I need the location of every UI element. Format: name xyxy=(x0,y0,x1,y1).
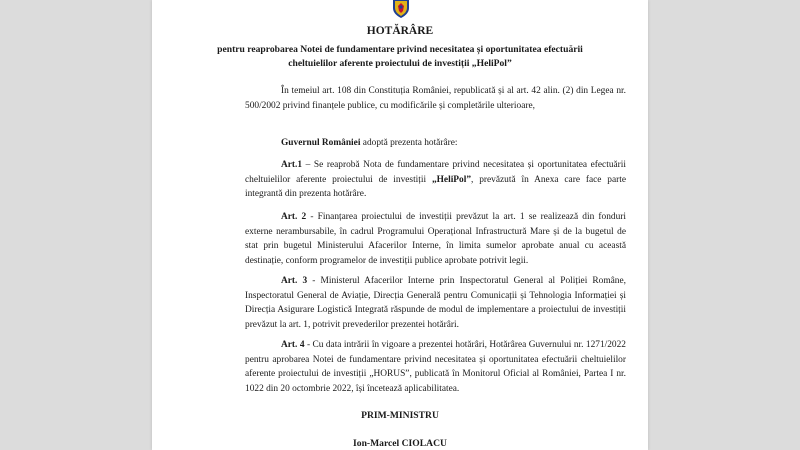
document-page xyxy=(152,0,648,450)
article-4-text: - Cu data intrării în vigoare a prezentei hotărâri, Hotărârea Guvernului nr. 1271/2022 pentru aprobarea Notei de fundamentare privind necesitatea și oportunitatea efectuării cheltuielilor aferente proiectului de investiții „HORUS”, publicată în Monitorul Oficial al României, Partea I nr. 1022 din 20 octombrie 2022, își încetează aplicabilitatea. xyxy=(245,340,626,394)
adoption-text: adoptă prezenta hotărâre: xyxy=(360,138,458,148)
subtitle-line-1: pentru reaprobarea Notei de fundamentare privind necesitatea și oportunitatea efectuării xyxy=(217,44,583,55)
article-1-text-after: , prevăzută în Anexa care face parte integrantă din prezenta hotărâre. xyxy=(245,174,627,200)
article-3 xyxy=(245,274,626,332)
adoption-paragraph xyxy=(245,136,626,151)
article-4 xyxy=(245,338,626,396)
signature-name: Ion-Marcel CIOLACU xyxy=(353,438,447,449)
coat-of-arms-icon xyxy=(391,0,411,18)
article-1 xyxy=(245,158,626,202)
article-3-label: Art. 3 xyxy=(281,276,308,286)
subtitle-line-2: cheltuielilor aferente proiectului de investiții „HeliPol” xyxy=(288,58,512,69)
article-2-label: Art. 2 xyxy=(281,212,307,222)
document-subtitle xyxy=(152,43,648,71)
government-name: Guvernul României xyxy=(281,138,361,148)
article-4-label: Art. 4 xyxy=(281,340,305,350)
preamble-paragraph: În temeiul art. 108 din Constituția României, republicată și al art. 42 alin. (2) din Legea nr. 500/2002 privind finanțele publice, cu modificările și completările ulterioare, xyxy=(245,86,626,111)
signature-title: PRIM-MINISTRU xyxy=(361,410,439,421)
article-2 xyxy=(245,210,626,268)
article-1-label: Art.1 xyxy=(281,160,303,170)
article-1-project-name: „HeliPol” xyxy=(431,174,472,185)
document-title: HOTĂRÂRE xyxy=(366,25,434,37)
article-3-text: - Ministerul Afacerilor Interne prin Inspectoratul General al Poliției Române, Inspectoratul General de Aviație, Direcția Generală pentru Comunicații și Tehnologia Informației și Direcția Asigurare Logistică Integrată răspunde de modul de implementare a proiectului de investiții prevăzut la art. 1, potrivit prevederilor prezentei hotărâri. xyxy=(245,276,626,330)
article-1-text-before: – Se reaprobă Nota de fundamentare privind necesitatea și oportunitatea efectuării cheltuielilor aferente proiectului de investiții xyxy=(245,160,626,185)
article-2-text: - Finanțarea proiectului de investiții prevăzut la art. 1 se realizează din fonduri externe nerambursabile, în cadrul Programului Operațional Infrastructură Mare și de la bugetul de stat prin bugetul Ministerului Afacerilor Interne, în limita sumelor aprobate anual cu această destinație, conform programelor de investiții publice aprobate potrivit legii. xyxy=(245,212,627,266)
